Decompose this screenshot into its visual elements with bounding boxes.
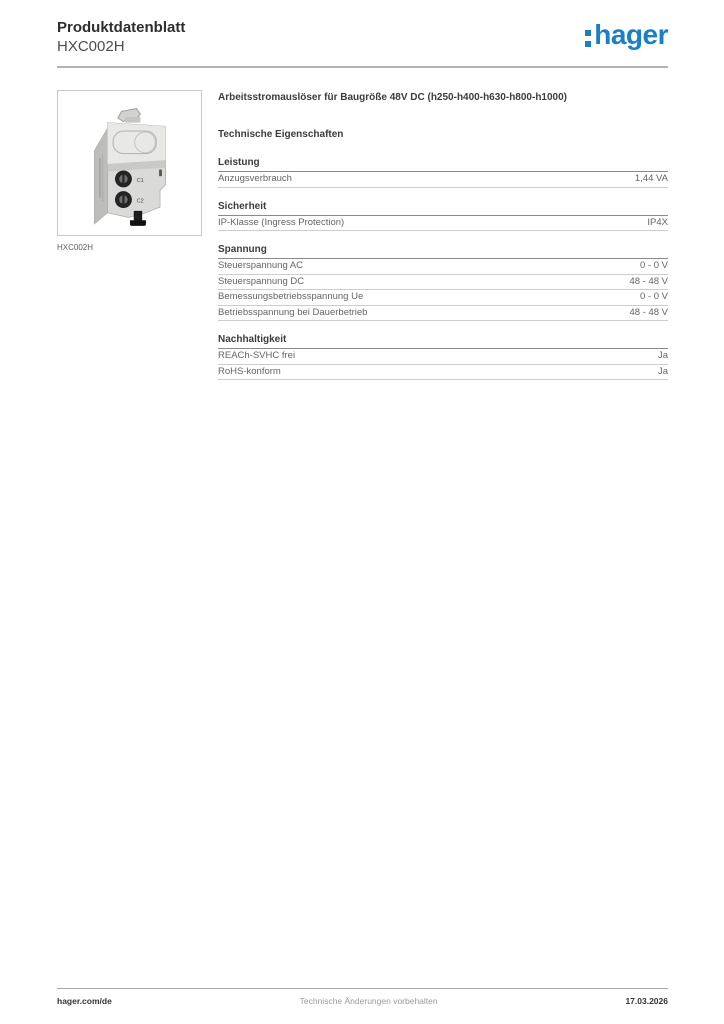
spec-label: Steuerspannung DC — [218, 275, 305, 287]
spec-label: IP-Klasse (Ingress Protection) — [218, 216, 345, 228]
spec-row — [218, 275, 668, 291]
spec-value: 48 - 48 V — [629, 275, 668, 287]
spec-value: Ja — [657, 365, 668, 377]
section-title: Spannung — [218, 244, 668, 259]
port-label-c2: C2 — [136, 198, 144, 205]
section-spannung — [218, 244, 668, 321]
header — [57, 18, 668, 56]
product-photo-shunt-trip-release — [69, 100, 191, 226]
spec-row — [218, 349, 668, 365]
product-reference: HXC002H — [57, 38, 125, 55]
spec-value: 0 - 0 V — [640, 291, 668, 302]
spec-label: Betriebsspannung bei Dauerbetrieb — [218, 306, 368, 318]
spec-label: Steuerspannung AC — [218, 260, 304, 271]
spec-value: 48 - 48 V — [629, 306, 668, 318]
port-label-c1: C1 — [136, 177, 144, 184]
spec-label: REACh-SVHC frei — [218, 350, 296, 361]
product-image-caption: HXC002H — [57, 243, 94, 252]
section-title: Nachhaltigkeit — [218, 334, 668, 349]
spec-value: Ja — [657, 350, 668, 361]
spec-label: Anzugsverbrauch — [218, 173, 292, 184]
spec-row — [218, 259, 668, 275]
footer-disclaimer: Technische Änderungen vorbehalten — [299, 996, 438, 1006]
spec-value: 0 - 0 V — [640, 260, 668, 271]
section-title: Leistung — [218, 157, 668, 172]
spec-row — [218, 306, 668, 322]
section-nachhaltigkeit — [218, 334, 668, 380]
spec-row — [218, 216, 668, 232]
footer-website-link[interactable]: hager.com/de — [57, 996, 112, 1006]
hager-logo — [585, 21, 668, 49]
header-titles — [57, 18, 185, 56]
footer — [57, 996, 668, 1006]
document-type-title: Produktdatenblatt — [57, 19, 186, 36]
section-title: Sicherheit — [218, 201, 668, 216]
spec-label: RoHS-konform — [218, 365, 281, 377]
product-title: Arbeitsstromauslöser für Baugröße 48V DC (h250-h400-h630-h800-h1000) — [218, 92, 568, 103]
section-leistung — [218, 157, 668, 188]
spec-row — [218, 172, 668, 188]
spec-value: IP4X — [647, 216, 668, 228]
spec-value: 1,44 VA — [634, 173, 668, 184]
spec-row — [218, 290, 668, 306]
footer-date: 17.03.2026 — [625, 996, 668, 1006]
logo-colon-icon — [585, 30, 591, 47]
spec-label: Bemessungsbetriebsspannung Ue — [218, 291, 364, 302]
spec-content — [218, 91, 668, 393]
header-divider — [57, 66, 668, 68]
logo-text: hager — [594, 19, 668, 50]
tech-properties-heading: Technische Eigenschaften — [218, 129, 344, 140]
footer-divider — [57, 988, 668, 989]
section-sicherheit — [218, 201, 668, 232]
spec-row — [218, 365, 668, 381]
product-image-frame — [57, 90, 202, 236]
